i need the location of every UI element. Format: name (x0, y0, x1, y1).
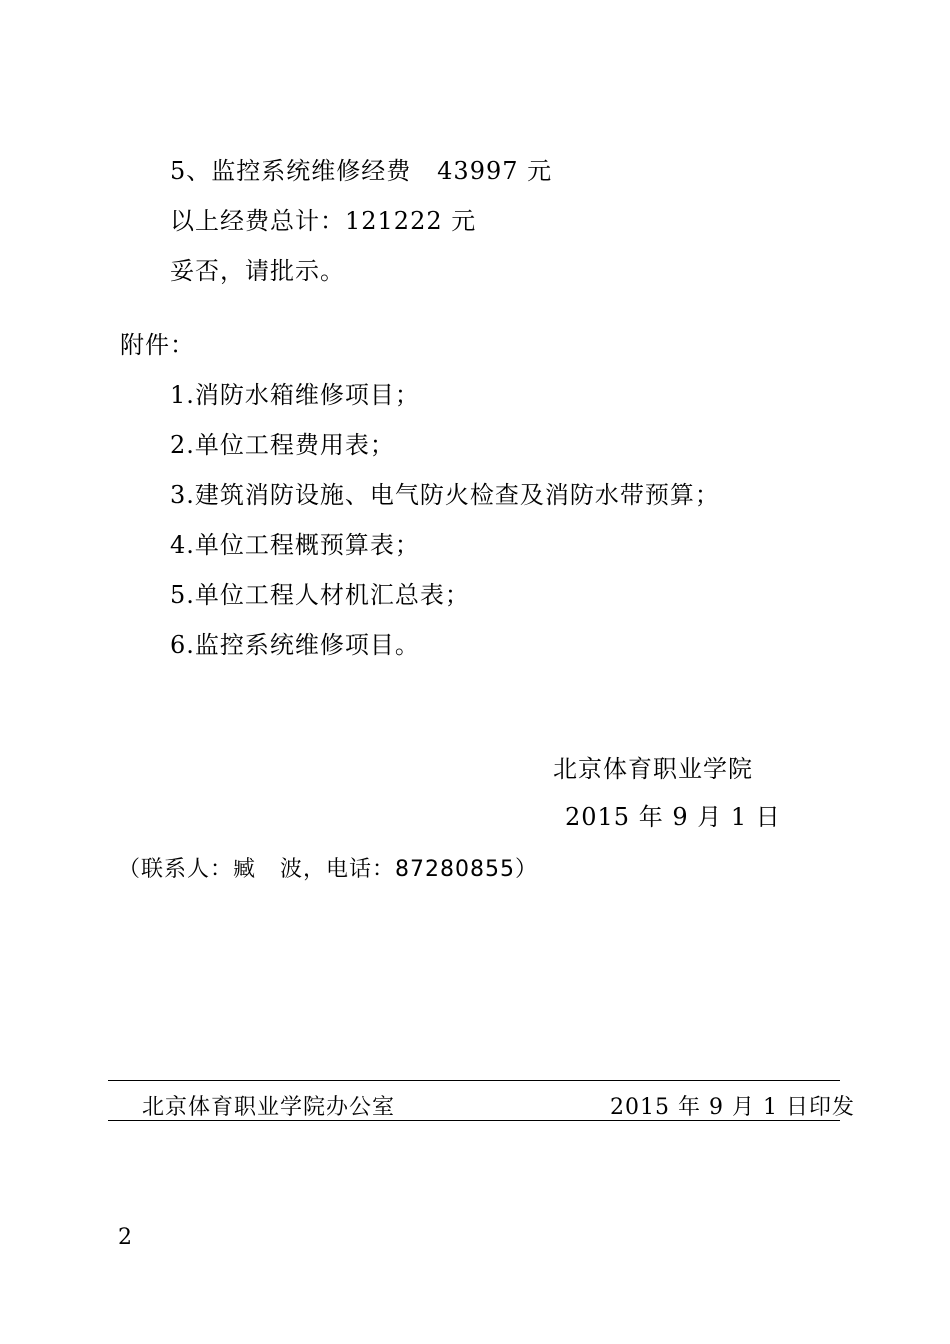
footer-bottom-rule (108, 1120, 840, 1121)
footer-top-rule (108, 1080, 840, 1081)
attachment-item: 1.消防水箱维修项目； (170, 381, 420, 409)
attachment-item: 6.监控系统维修项目。 (170, 631, 420, 659)
attachment-item: 3.建筑消防设施、电气防火检查及消防水带预算； (170, 481, 720, 509)
contact-info: （联系人：臧 波，电话：87280855） (118, 857, 538, 882)
footer-office: 北京体育职业学院办公室 (142, 1095, 396, 1120)
attachment-item: 5.单位工程人材机汇总表； (170, 581, 470, 609)
approval-request: 妥否，请批示。 (170, 257, 345, 285)
expense-item-5: 5、监控系统维修经费 43997 元 (170, 157, 553, 185)
attachments-heading: 附件： (120, 331, 195, 359)
signature-date: 2015 年 9 月 1 日 (565, 803, 781, 831)
footer-issued-date: 2015 年 9 月 1 日印发 (610, 1095, 855, 1120)
page-number: 2 (118, 1225, 132, 1250)
expense-total: 以上经费总计：121222 元 (170, 207, 477, 235)
attachment-item: 2.单位工程费用表； (170, 431, 395, 459)
signature-org: 北京体育职业学院 (553, 755, 753, 783)
attachment-item: 4.单位工程概预算表； (170, 531, 420, 559)
